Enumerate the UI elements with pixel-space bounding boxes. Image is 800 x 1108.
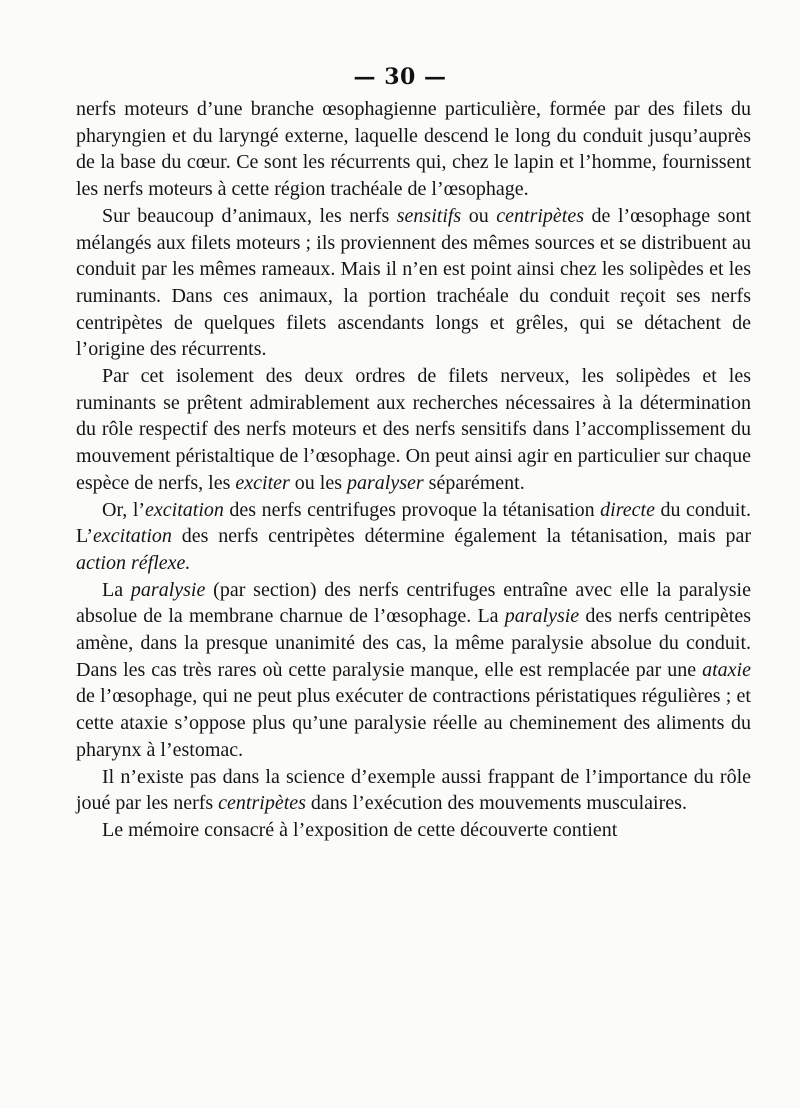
italic-text: exciter	[235, 471, 290, 494]
text-run: Par cet isolement des deux ordres de filets nerveux, les solipèdes et les ruminants se prêtent admirablement aux recherches nécessaires à la détermination du rôle respectif des nerfs moteurs et des nerfs sensitifs dans l’accomplissement du mouvement péristaltique de l’œsophage. On peut ainsi agir en particulier sur chaque espèce de nerfs, les	[76, 365, 751, 494]
italic-text: directe	[600, 498, 655, 521]
body-text	[76, 96, 751, 844]
italic-text: sensitifs	[396, 204, 462, 227]
italic-text: centripètes	[218, 792, 306, 815]
text-run: ou les	[289, 471, 347, 494]
paragraph	[76, 497, 751, 577]
paragraph	[76, 764, 751, 817]
paragraph	[76, 96, 751, 203]
text-run: de l’œsophage, qui ne peut plus exécuter de contractions péristatiques régulières ; et cette ataxie s’oppose plus qu’une paralysie réelle au cheminement des aliments du pharynx à l’estomac.	[76, 685, 751, 761]
italic-text: excitation	[145, 498, 224, 521]
text-run: La	[102, 578, 131, 601]
paragraph	[76, 577, 751, 764]
text-run: nerfs moteurs d’une branche œsophagienne particulière, formée par des filets du pharyngien et du laryngé externe, laquelle descend le long du conduit jusqu’auprès de la base du cœur. Ce sont les récurrents qui, chez le lapin et l’homme, fournissent les nerfs moteurs à cette région trachéale de l’œsophage.	[76, 98, 751, 201]
page-number: — 30 —	[353, 64, 447, 90]
text-run: dans l’exécution des mouvements musculaires.	[305, 792, 687, 815]
paragraph	[76, 363, 751, 497]
text-run: des nerfs centripètes amène, dans la presque unanimité des cas, la même paralysie absolue du conduit. Dans les cas très rares où cette paralysie manque, elle est remplacée par une	[76, 605, 751, 681]
paragraph	[76, 817, 751, 844]
italic-text: centripètes	[496, 204, 585, 227]
italic-text: action réflexe.	[76, 551, 191, 574]
italic-text: paralysie	[130, 578, 206, 601]
text-run: séparément.	[423, 471, 525, 494]
text-run: Or, l’	[102, 498, 146, 521]
text-run: Sur beaucoup d’animaux, les nerfs	[102, 204, 397, 227]
text-run: (par section) des nerfs centrifuges entraîne avec elle la paralysie absolue de la membrane charnue de l’œsophage. La	[76, 578, 751, 628]
italic-text: paralyser	[347, 471, 424, 494]
italic-text: excitation	[93, 525, 172, 548]
text-run: de l’œsophage sont mélangés aux filets moteurs ; ils proviennent des mêmes sources et se distribuent au conduit par les mêmes rameaux. Mais il n’en est point ainsi chez les solipèdes et les ruminants. Dans ces animaux, la portion trachéale du conduit reçoit ses nerfs centripètes de quelques filets ascendants longs et grêles, qui se détachent de l’origine des récurrents.	[76, 204, 751, 361]
text-run: des nerfs centripètes détermine également la tétanisation, mais par	[171, 525, 751, 548]
text-run: du conduit. L’	[76, 498, 751, 548]
text-run: Le mémoire consacré à l’exposition de cette découverte contient	[102, 818, 618, 841]
italic-text: paralysie	[504, 605, 580, 628]
text-run: ou	[461, 204, 497, 227]
italic-text: ataxie	[702, 658, 751, 681]
text-run: des nerfs centrifuges provoque la tétanisation	[223, 498, 601, 521]
paragraph	[76, 203, 751, 363]
text-run: Il n’existe pas dans la science d’exemple aussi frappant de l’importance du rôle joué par les nerfs	[76, 765, 751, 815]
